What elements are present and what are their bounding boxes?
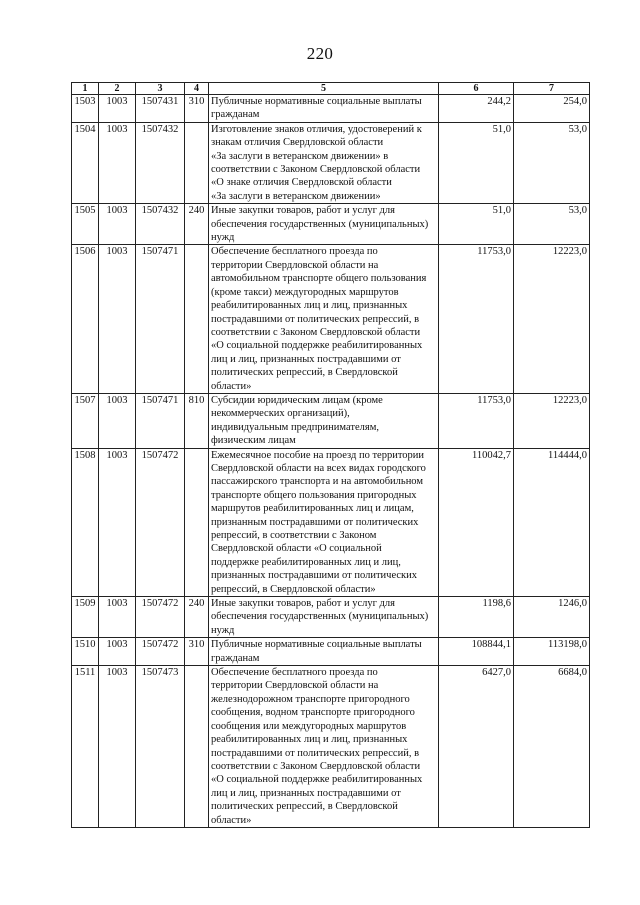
expense-type-cell — [185, 448, 209, 596]
description-cell: Публичные нормативные социальные выплаты гражданам — [209, 638, 439, 666]
amount-col6-cell: 51,0 — [439, 122, 514, 203]
target-article-cell: 1507472 — [136, 448, 185, 596]
column-header: 5 — [209, 83, 439, 95]
amount-col7-cell: 12223,0 — [514, 245, 590, 393]
amount-col7-cell: 1246,0 — [514, 597, 590, 638]
row-number-cell: 1505 — [72, 204, 99, 245]
amount-col7-cell: 12223,0 — [514, 393, 590, 448]
amount-col6-cell: 244,2 — [439, 95, 514, 123]
section-code-cell: 1003 — [99, 638, 136, 666]
target-article-cell: 1507471 — [136, 393, 185, 448]
description-cell: Обеспечение бесплатного проезда по территории Свердловской области на автомобильном транспорте общего пользования (кроме такси) междугородных маршрутов реабилитированных лиц и лиц, признанных пострадавшими от политических репрессий, в соответствии с Законом Свердловской области «О социальной поддержке реабилитированных лиц и лиц, признанных пострадавшими от политических репрессий, в Свердловской области» — [209, 245, 439, 393]
amount-col6-cell: 51,0 — [439, 204, 514, 245]
table-row — [72, 597, 590, 638]
description-cell: Обеспечение бесплатного проезда по территории Свердловской области на железнодорожном транспорте пригородного сообщения, водном транспорте пригородного сообщения или междугородных маршрутов реабилитированных лиц и лиц, признанных пострадавшими от политических репрессий, в соответствии с Законом Свердловской области «О социальной поддержке реабилитированных лиц и лиц, признанных пострадавшими от политических репрессий, в Свердловской области» — [209, 666, 439, 828]
target-article-cell: 1507471 — [136, 245, 185, 393]
amount-col7-cell: 53,0 — [514, 122, 590, 203]
column-header: 6 — [439, 83, 514, 95]
table-row — [72, 638, 590, 666]
amount-col6-cell: 6427,0 — [439, 666, 514, 828]
section-code-cell: 1003 — [99, 666, 136, 828]
column-header: 4 — [185, 83, 209, 95]
row-number-cell: 1510 — [72, 638, 99, 666]
section-code-cell: 1003 — [99, 448, 136, 596]
section-code-cell: 1003 — [99, 245, 136, 393]
table-row — [72, 666, 590, 828]
description-cell: Иные закупки товаров, работ и услуг для обеспечения государственных (муниципальных) нужд — [209, 597, 439, 638]
target-article-cell: 1507432 — [136, 122, 185, 203]
row-number-cell: 1511 — [72, 666, 99, 828]
target-article-cell: 1507472 — [136, 638, 185, 666]
row-number-cell: 1508 — [72, 448, 99, 596]
section-code-cell: 1003 — [99, 122, 136, 203]
amount-col6-cell: 11753,0 — [439, 245, 514, 393]
page-number: 220 — [306, 44, 334, 63]
description-cell: Изготовление знаков отличия, удостоверений к знакам отличия Свердловской области «За заслуги в ветеранском движении» в соответствии с Законом Свердловской области «О знаке отличия Свердловской области «За заслуги в ветеранском движении» — [209, 122, 439, 203]
description-cell: Ежемесячное пособие на проезд по территории Свердловской области на всех видах городского пассажирского транспорта и на автомобильном транспорте общего пользования пригородных маршрутов реабилитированных лиц и лицам, признанным пострадавшими от политических репрессий, в соответствии с Законом Свердловской области «О социальной поддержке реабилитированных лиц и лиц, признанных пострадавшими от политических репрессий, в Свердловской области» — [209, 448, 439, 596]
amount-col6-cell: 110042,7 — [439, 448, 514, 596]
row-number-cell: 1504 — [72, 122, 99, 203]
amount-col6-cell: 11753,0 — [439, 393, 514, 448]
column-header: 3 — [136, 83, 185, 95]
expense-type-cell — [185, 666, 209, 828]
expense-type-cell — [185, 122, 209, 203]
column-header: 2 — [99, 83, 136, 95]
expense-type-cell: 310 — [185, 638, 209, 666]
row-number-cell: 1506 — [72, 245, 99, 393]
section-code-cell: 1003 — [99, 95, 136, 123]
amount-col7-cell: 254,0 — [514, 95, 590, 123]
table-row — [72, 245, 590, 393]
target-article-cell: 1507432 — [136, 204, 185, 245]
budget-table — [71, 82, 590, 828]
expense-type-cell: 240 — [185, 204, 209, 245]
section-code-cell: 1003 — [99, 597, 136, 638]
amount-col6-cell: 1198,6 — [439, 597, 514, 638]
target-article-cell: 1507473 — [136, 666, 185, 828]
table-row — [72, 95, 590, 123]
table-row — [72, 204, 590, 245]
row-number-cell: 1507 — [72, 393, 99, 448]
amount-col7-cell: 113198,0 — [514, 638, 590, 666]
row-number-cell: 1509 — [72, 597, 99, 638]
table-row — [72, 393, 590, 448]
table-row — [72, 448, 590, 596]
amount-col7-cell: 53,0 — [514, 204, 590, 245]
description-cell: Публичные нормативные социальные выплаты гражданам — [209, 95, 439, 123]
expense-type-cell: 810 — [185, 393, 209, 448]
column-header: 7 — [514, 83, 590, 95]
amount-col6-cell: 108844,1 — [439, 638, 514, 666]
expense-type-cell — [185, 245, 209, 393]
amount-col7-cell: 114444,0 — [514, 448, 590, 596]
target-article-cell: 1507431 — [136, 95, 185, 123]
table-header-row — [72, 83, 590, 95]
section-code-cell: 1003 — [99, 204, 136, 245]
section-code-cell: 1003 — [99, 393, 136, 448]
row-number-cell: 1503 — [72, 95, 99, 123]
expense-type-cell: 240 — [185, 597, 209, 638]
table-row — [72, 122, 590, 203]
target-article-cell: 1507472 — [136, 597, 185, 638]
expense-type-cell: 310 — [185, 95, 209, 123]
column-header: 1 — [72, 83, 99, 95]
description-cell: Субсидии юридическим лицам (кроме некоммерческих организаций), индивидуальным предпринимателям, физическим лицам — [209, 393, 439, 448]
description-cell: Иные закупки товаров, работ и услуг для обеспечения государственных (муниципальных) нужд — [209, 204, 439, 245]
amount-col7-cell: 6684,0 — [514, 666, 590, 828]
